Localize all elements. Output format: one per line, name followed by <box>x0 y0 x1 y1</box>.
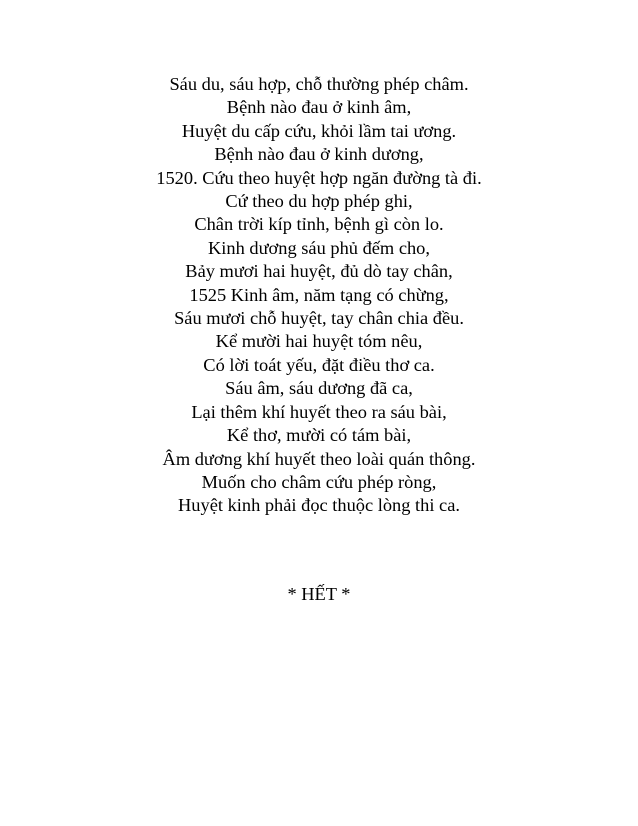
poem-text <box>0 73 638 518</box>
poem-line: Kể thơ, mười có tám bài, <box>226 425 412 446</box>
poem-line: Kinh dương sáu phủ đếm cho, <box>208 237 430 258</box>
poem-line: Lại thêm khí huyết theo ra sáu bài, <box>191 401 447 422</box>
poem-line: Sáu mươi chỗ huyệt, tay chân chia đều. <box>174 308 464 329</box>
poem-line: Cứ theo du hợp phép ghi, <box>225 191 413 212</box>
poem-line: Huyệt du cấp cứu, khỏi lầm tai ương. <box>181 120 457 141</box>
poem-line: Chân trời kíp tỉnh, bệnh gì còn lo. <box>194 214 444 235</box>
poem-line: Bệnh nào đau ở kinh dương, <box>214 144 424 165</box>
poem-line: Kể mười hai huyệt tóm nêu, <box>215 331 423 352</box>
poem-line: 1520. Cứu theo huyệt hợp ngăn đường tà đi. <box>156 167 482 188</box>
poem-line: Âm dương khí huyết theo loài quán thông. <box>162 448 476 469</box>
poem-line: Sáu âm, sáu dương đã ca, <box>225 378 413 399</box>
poem-line: Huyệt kinh phải đọc thuộc lòng thi ca. <box>178 495 460 516</box>
poem-line: Sáu du, sáu hợp, chỗ thường phép châm. <box>169 74 469 94</box>
end-mark: * HẾT * <box>287 584 351 604</box>
poem-line: Có lời toát yếu, đặt điều thơ ca. <box>203 354 435 375</box>
poem-line: 1525 Kinh âm, năm tạng có chừng, <box>189 284 449 305</box>
poem-line: Bệnh nào đau ở kinh âm, <box>226 97 412 118</box>
poem-line: Bảy mươi hai huyệt, đủ dò tay chân, <box>185 261 453 282</box>
poem-line: Muốn cho châm cứu phép ròng, <box>201 471 437 492</box>
